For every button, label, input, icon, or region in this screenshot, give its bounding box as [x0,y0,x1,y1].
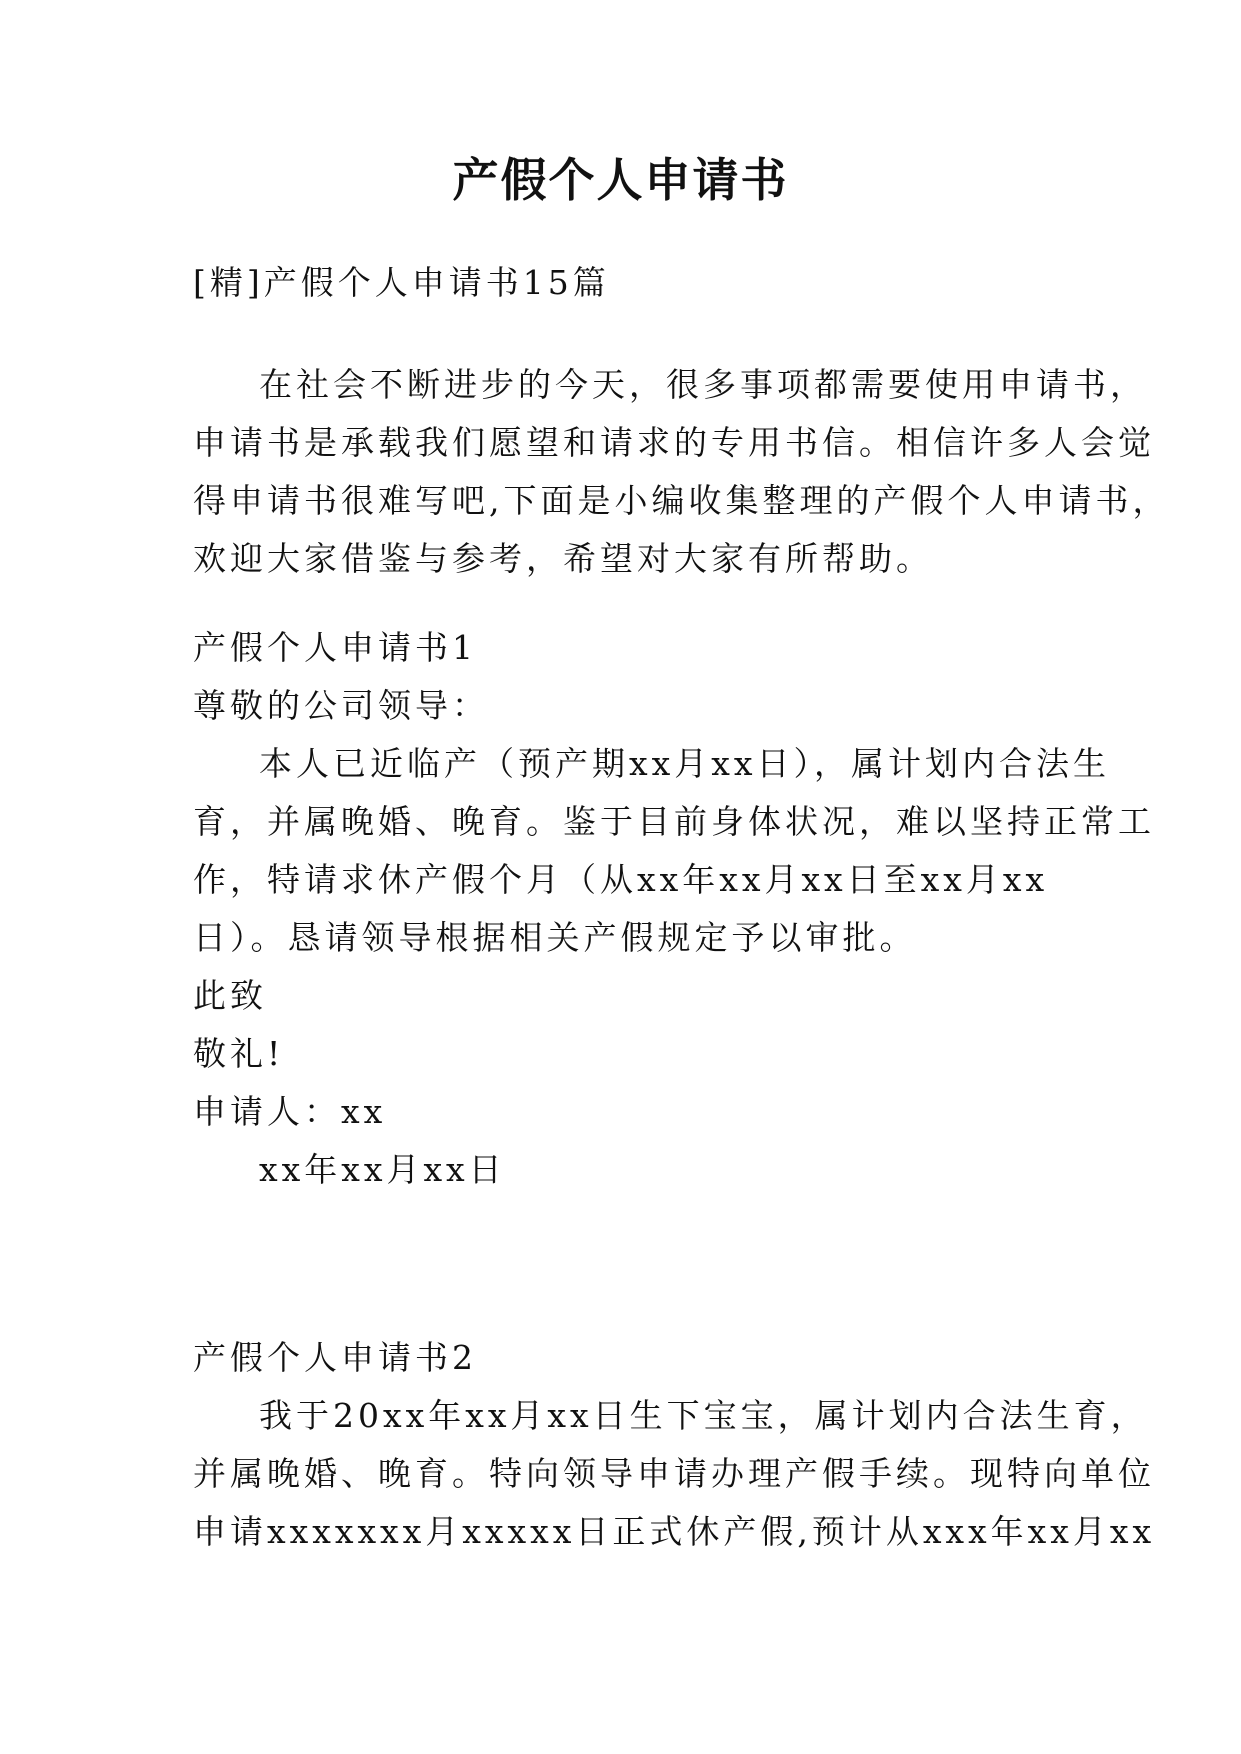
letter-2-body-line: 并属晚婚、晚育。特向领导申请办理产假手续。现特向单位 [193,1454,1155,1493]
letter-1-date: xx年xx月xx日 [259,1150,506,1189]
document-subtitle [193,254,1073,312]
intro-line: 欢迎大家借鉴与参考，希望对大家有所帮助。 [193,539,933,578]
letter-1-body-line: 作，特请求休产假个月（从xx年xx月xx日至xx月xx [193,860,1049,899]
letter-1-closing: 此致 [193,976,267,1015]
letter-2-body-line: 申请xxxxxxx月xxxxx日正式休产假,预计从xxx年xx月xx [193,1512,1156,1551]
letter-2-heading: 产假个人申请书2 [193,1338,477,1377]
letter-1 [193,619,1155,1199]
document-title: 产假个人申请书 [452,153,789,207]
letter-1-body-line: 本人已近临产（预产期xx月xx日），属计划内合法生 [259,744,1110,783]
subtitle-text: [精]产假个人申请书15篇 [193,263,610,302]
letter-2-body-line: 我于20xx年xx月xx日生下宝宝，属计划内合法生育， [259,1396,1148,1435]
letter-1-body-line: 日）。恳请领导根据相关产假规定予以审批。 [193,918,917,957]
letter-1-body-line: 育，并属晚婚、晚育。鉴于目前身体状况，难以坚持正常工 [193,802,1155,841]
intro-paragraph [193,356,1170,588]
letter-2 [193,1329,1156,1561]
letter-1-salutation: 尊敬的公司领导： [193,686,489,725]
letter-1-regards: 敬礼! [193,1034,285,1073]
intro-line: 得申请书很难写吧,下面是小编收集整理的产假个人申请书， [193,481,1170,520]
letter-1-applicant: 申请人：xx [193,1092,387,1131]
intro-line: 申请书是承载我们愿望和请求的专用书信。相信许多人会觉 [193,423,1155,462]
intro-line: 在社会不断进步的今天，很多事项都需要使用申请书， [259,365,1147,404]
letter-1-heading: 产假个人申请书1 [193,628,477,667]
